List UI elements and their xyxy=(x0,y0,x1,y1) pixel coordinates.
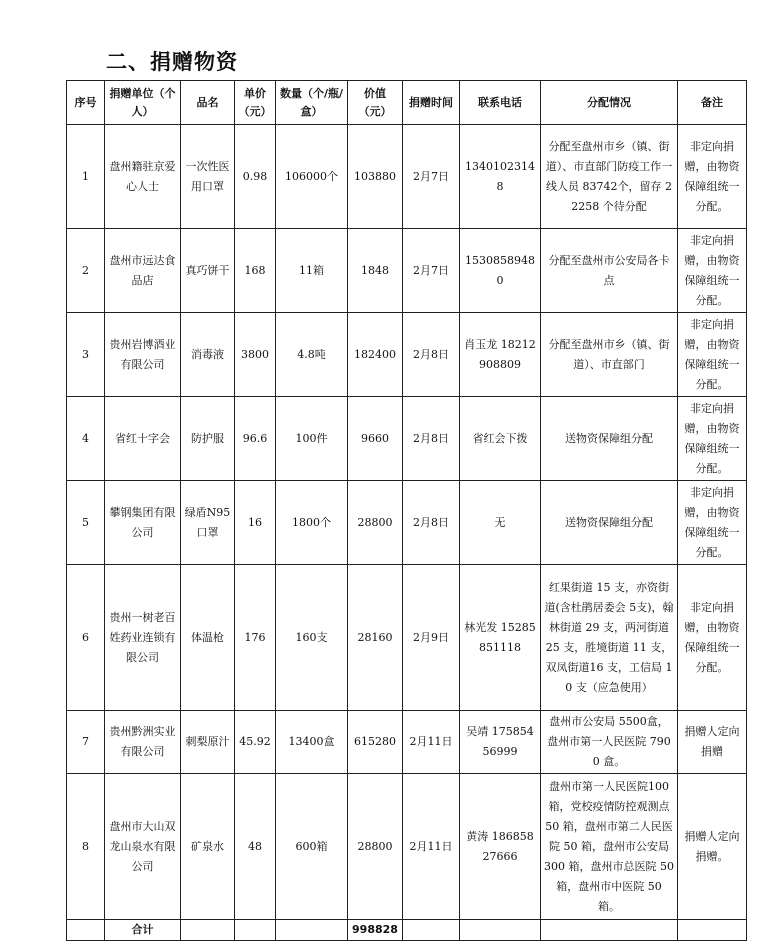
table-row xyxy=(67,229,747,313)
cell-dist: 盘州市第一人民医院100 箱，党校疫情防控观测点 50 箱，盘州市第二人民医院 50 箱，盘州市公安局 300 箱，盘州市总医院 50 箱，盘州市中医院 50 箱。 xyxy=(541,774,678,920)
table-row xyxy=(67,125,747,229)
table-row xyxy=(67,481,747,565)
cell-item: 防护服 xyxy=(181,397,235,481)
cell-date: 2月8日 xyxy=(403,481,460,565)
cell-phone: 林光发 15285851118 xyxy=(460,565,541,711)
cell-dist: 分配至盘州市乡（镇、街道）、市直部门 xyxy=(541,313,678,397)
cell-no: 5 xyxy=(67,481,105,565)
cell-value: 28800 xyxy=(348,774,403,920)
cell-phone: 黄涛 18685827666 xyxy=(460,774,541,920)
cell-no: 1 xyxy=(67,125,105,229)
cell-date: 2月9日 xyxy=(403,565,460,711)
table-row xyxy=(67,774,747,920)
cell-date: 2月11日 xyxy=(403,774,460,920)
cell-phone: 肖玉龙 18212908809 xyxy=(460,313,541,397)
cell-dist: 送物资保障组分配 xyxy=(541,481,678,565)
table-row xyxy=(67,397,747,481)
cell-value: 9660 xyxy=(348,397,403,481)
cell-donor: 攀钢集团有限公司 xyxy=(105,481,181,565)
table-row xyxy=(67,711,747,774)
header-row xyxy=(67,81,747,125)
cell-dist: 红果街道 15 支，亦资街道(含杜鹃居委会 5支)，翰林街道 29 支，两河街道 25 支，胜境街道 11 支，双凤街道16 支，工信局 10 支（应急使用） xyxy=(541,565,678,711)
cell-note: 捐赠人定向捐赠。 xyxy=(678,774,747,920)
cell-note: 非定向捐赠，由物资保障组统一分配。 xyxy=(678,397,747,481)
cell-qty: 600箱 xyxy=(276,774,348,920)
header-donor: 捐赠单位（个人） xyxy=(105,81,181,125)
cell-no: 6 xyxy=(67,565,105,711)
cell-note: 非定向捐赠，由物资保障组统一分配。 xyxy=(678,565,747,711)
cell-no: 3 xyxy=(67,313,105,397)
cell-phone: 无 xyxy=(460,481,541,565)
cell-date: 2月7日 xyxy=(403,229,460,313)
cell-price: 0.98 xyxy=(235,125,276,229)
total-label: 合计 xyxy=(105,920,181,941)
header-no: 序号 xyxy=(67,81,105,125)
cell-price: 3800 xyxy=(235,313,276,397)
header-dist: 分配情况 xyxy=(541,81,678,125)
cell-qty: 11箱 xyxy=(276,229,348,313)
section-title: 二、捐赠物资 xyxy=(106,50,238,74)
cell-note: 非定向捐赠，由物资保障组统一分配。 xyxy=(678,229,747,313)
header-item: 品名 xyxy=(181,81,235,125)
cell-value: 28800 xyxy=(348,481,403,565)
cell-price: 168 xyxy=(235,229,276,313)
cell-dist: 盘州市公安局 5500盒，盘州市第一人民医院 7900 盒。 xyxy=(541,711,678,774)
cell-dist: 分配至盘州市乡（镇、街道）、市直部门防疫工作一线人员 83742个，留存 22258 个待分配 xyxy=(541,125,678,229)
cell-qty: 160支 xyxy=(276,565,348,711)
cell-value: 103880 xyxy=(348,125,403,229)
cell-note: 捐赠人定向捐赠 xyxy=(678,711,747,774)
cell-qty: 106000个 xyxy=(276,125,348,229)
cell-donor: 盘州市大山双龙山泉水有限公司 xyxy=(105,774,181,920)
cell-date: 2月8日 xyxy=(403,397,460,481)
donation-table xyxy=(66,80,747,941)
cell-item: 消毒液 xyxy=(181,313,235,397)
cell-donor: 贵州一树老百姓药业连锁有限公司 xyxy=(105,565,181,711)
total-row xyxy=(67,920,747,941)
cell-item: 体温枪 xyxy=(181,565,235,711)
cell-item: 刺梨原汁 xyxy=(181,711,235,774)
cell-qty: 100件 xyxy=(276,397,348,481)
cell-qty: 1800个 xyxy=(276,481,348,565)
cell-dist: 送物资保障组分配 xyxy=(541,397,678,481)
cell-phone: 13401023148 xyxy=(460,125,541,229)
header-value: 价值（元） xyxy=(348,81,403,125)
cell-no: 4 xyxy=(67,397,105,481)
cell-dist: 分配至盘州市公安局各卡点 xyxy=(541,229,678,313)
cell-qty: 13400盒 xyxy=(276,711,348,774)
cell-phone: 15308589480 xyxy=(460,229,541,313)
header-note: 备注 xyxy=(678,81,747,125)
cell-price: 48 xyxy=(235,774,276,920)
cell-value: 28160 xyxy=(348,565,403,711)
cell-price: 96.6 xyxy=(235,397,276,481)
header-date: 捐赠时间 xyxy=(403,81,460,125)
cell-date: 2月7日 xyxy=(403,125,460,229)
cell-value: 182400 xyxy=(348,313,403,397)
cell-value: 1848 xyxy=(348,229,403,313)
header-phone: 联系电话 xyxy=(460,81,541,125)
cell-no: 8 xyxy=(67,774,105,920)
cell-donor: 贵州岩博酒业有限公司 xyxy=(105,313,181,397)
cell-date: 2月8日 xyxy=(403,313,460,397)
cell-item: 矿泉水 xyxy=(181,774,235,920)
cell-price: 45.92 xyxy=(235,711,276,774)
cell-donor: 盘州籍驻京爱心人士 xyxy=(105,125,181,229)
cell-no: 2 xyxy=(67,229,105,313)
cell-price: 176 xyxy=(235,565,276,711)
cell-donor: 省红十字会 xyxy=(105,397,181,481)
cell-note: 非定向捐赠，由物资保障组统一分配。 xyxy=(678,125,747,229)
header-qty: 数量（个/瓶/盒） xyxy=(276,81,348,125)
cell-phone: 省红会下拨 xyxy=(460,397,541,481)
cell-no: 7 xyxy=(67,711,105,774)
cell-date: 2月11日 xyxy=(403,711,460,774)
cell-item: 一次性医用口罩 xyxy=(181,125,235,229)
table-row xyxy=(67,313,747,397)
cell-price: 16 xyxy=(235,481,276,565)
cell-qty: 4.8吨 xyxy=(276,313,348,397)
cell-item: 真巧饼干 xyxy=(181,229,235,313)
cell-donor: 盘州市远达食品店 xyxy=(105,229,181,313)
cell-note: 非定向捐赠，由物资保障组统一分配。 xyxy=(678,481,747,565)
cell-note: 非定向捐赠，由物资保障组统一分配。 xyxy=(678,313,747,397)
total-value: 998828 xyxy=(348,920,403,941)
cell-item: 绿盾N95口罩 xyxy=(181,481,235,565)
header-price: 单价（元） xyxy=(235,81,276,125)
cell-phone: 吴靖 17585456999 xyxy=(460,711,541,774)
cell-donor: 贵州黔洲实业有限公司 xyxy=(105,711,181,774)
table-row xyxy=(67,565,747,711)
cell-value: 615280 xyxy=(348,711,403,774)
